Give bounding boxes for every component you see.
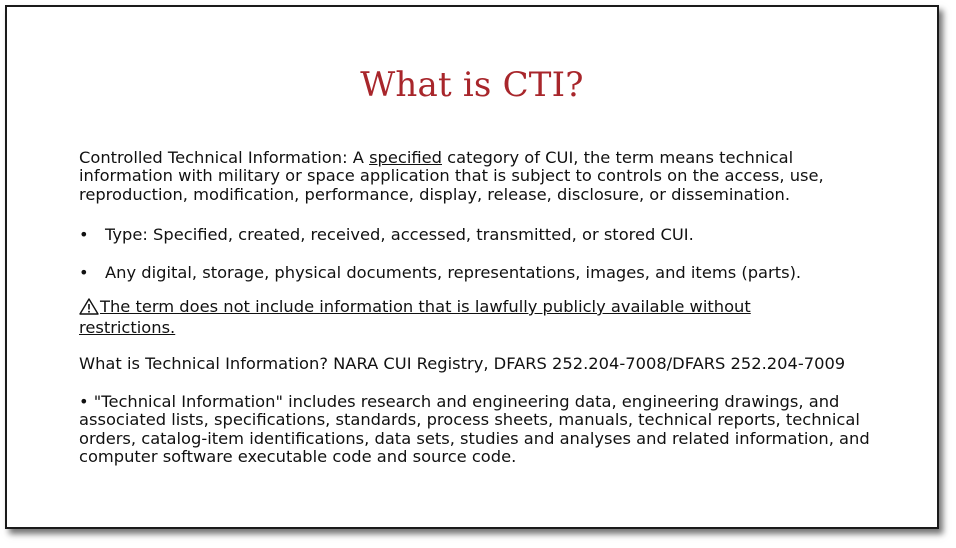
slide-title: What is CTI? [360,65,584,105]
warning-triangle-icon [79,298,99,319]
warning-text: The term does not include information that is lawfully publicly available without restrictions. [79,297,751,338]
technical-info-bullet: • "Technical Information" includes research and engineering data, engineering drawings, and associated lists, specifications, standards, process sheets, manuals, technical reports, technical orders, catalog-item identifications, data sets, studies and analyses and related information, and computer software executable code and source code. [79,392,870,467]
definition-specified: specified [369,148,442,167]
definition-suffix: category of CUI, the term means technical information with military or space application that is subject to controls on the access, use, reproduction, modification, performance, display, release, disclosure, or dissemination. [79,148,824,204]
list-item [79,263,889,282]
list-item [79,225,889,244]
definition-paragraph [79,149,889,204]
definition-prefix: Controlled Technical Information: A [79,148,370,167]
bullet-text: Type: Specified, created, received, accessed, transmitted, or stored CUI. [105,225,694,244]
bullet-text: Any digital, storage, physical documents, representations, images, and items (parts). [105,263,802,282]
warning-note [79,298,819,338]
bullet-symbol: • [79,225,89,244]
slide [5,5,939,529]
bullet-symbol: • [79,263,89,282]
technical-info-question: What is Technical Information? NARA CUI Registry, DFARS 252.204-7008/DFARS 252.204-7009 [79,354,846,373]
